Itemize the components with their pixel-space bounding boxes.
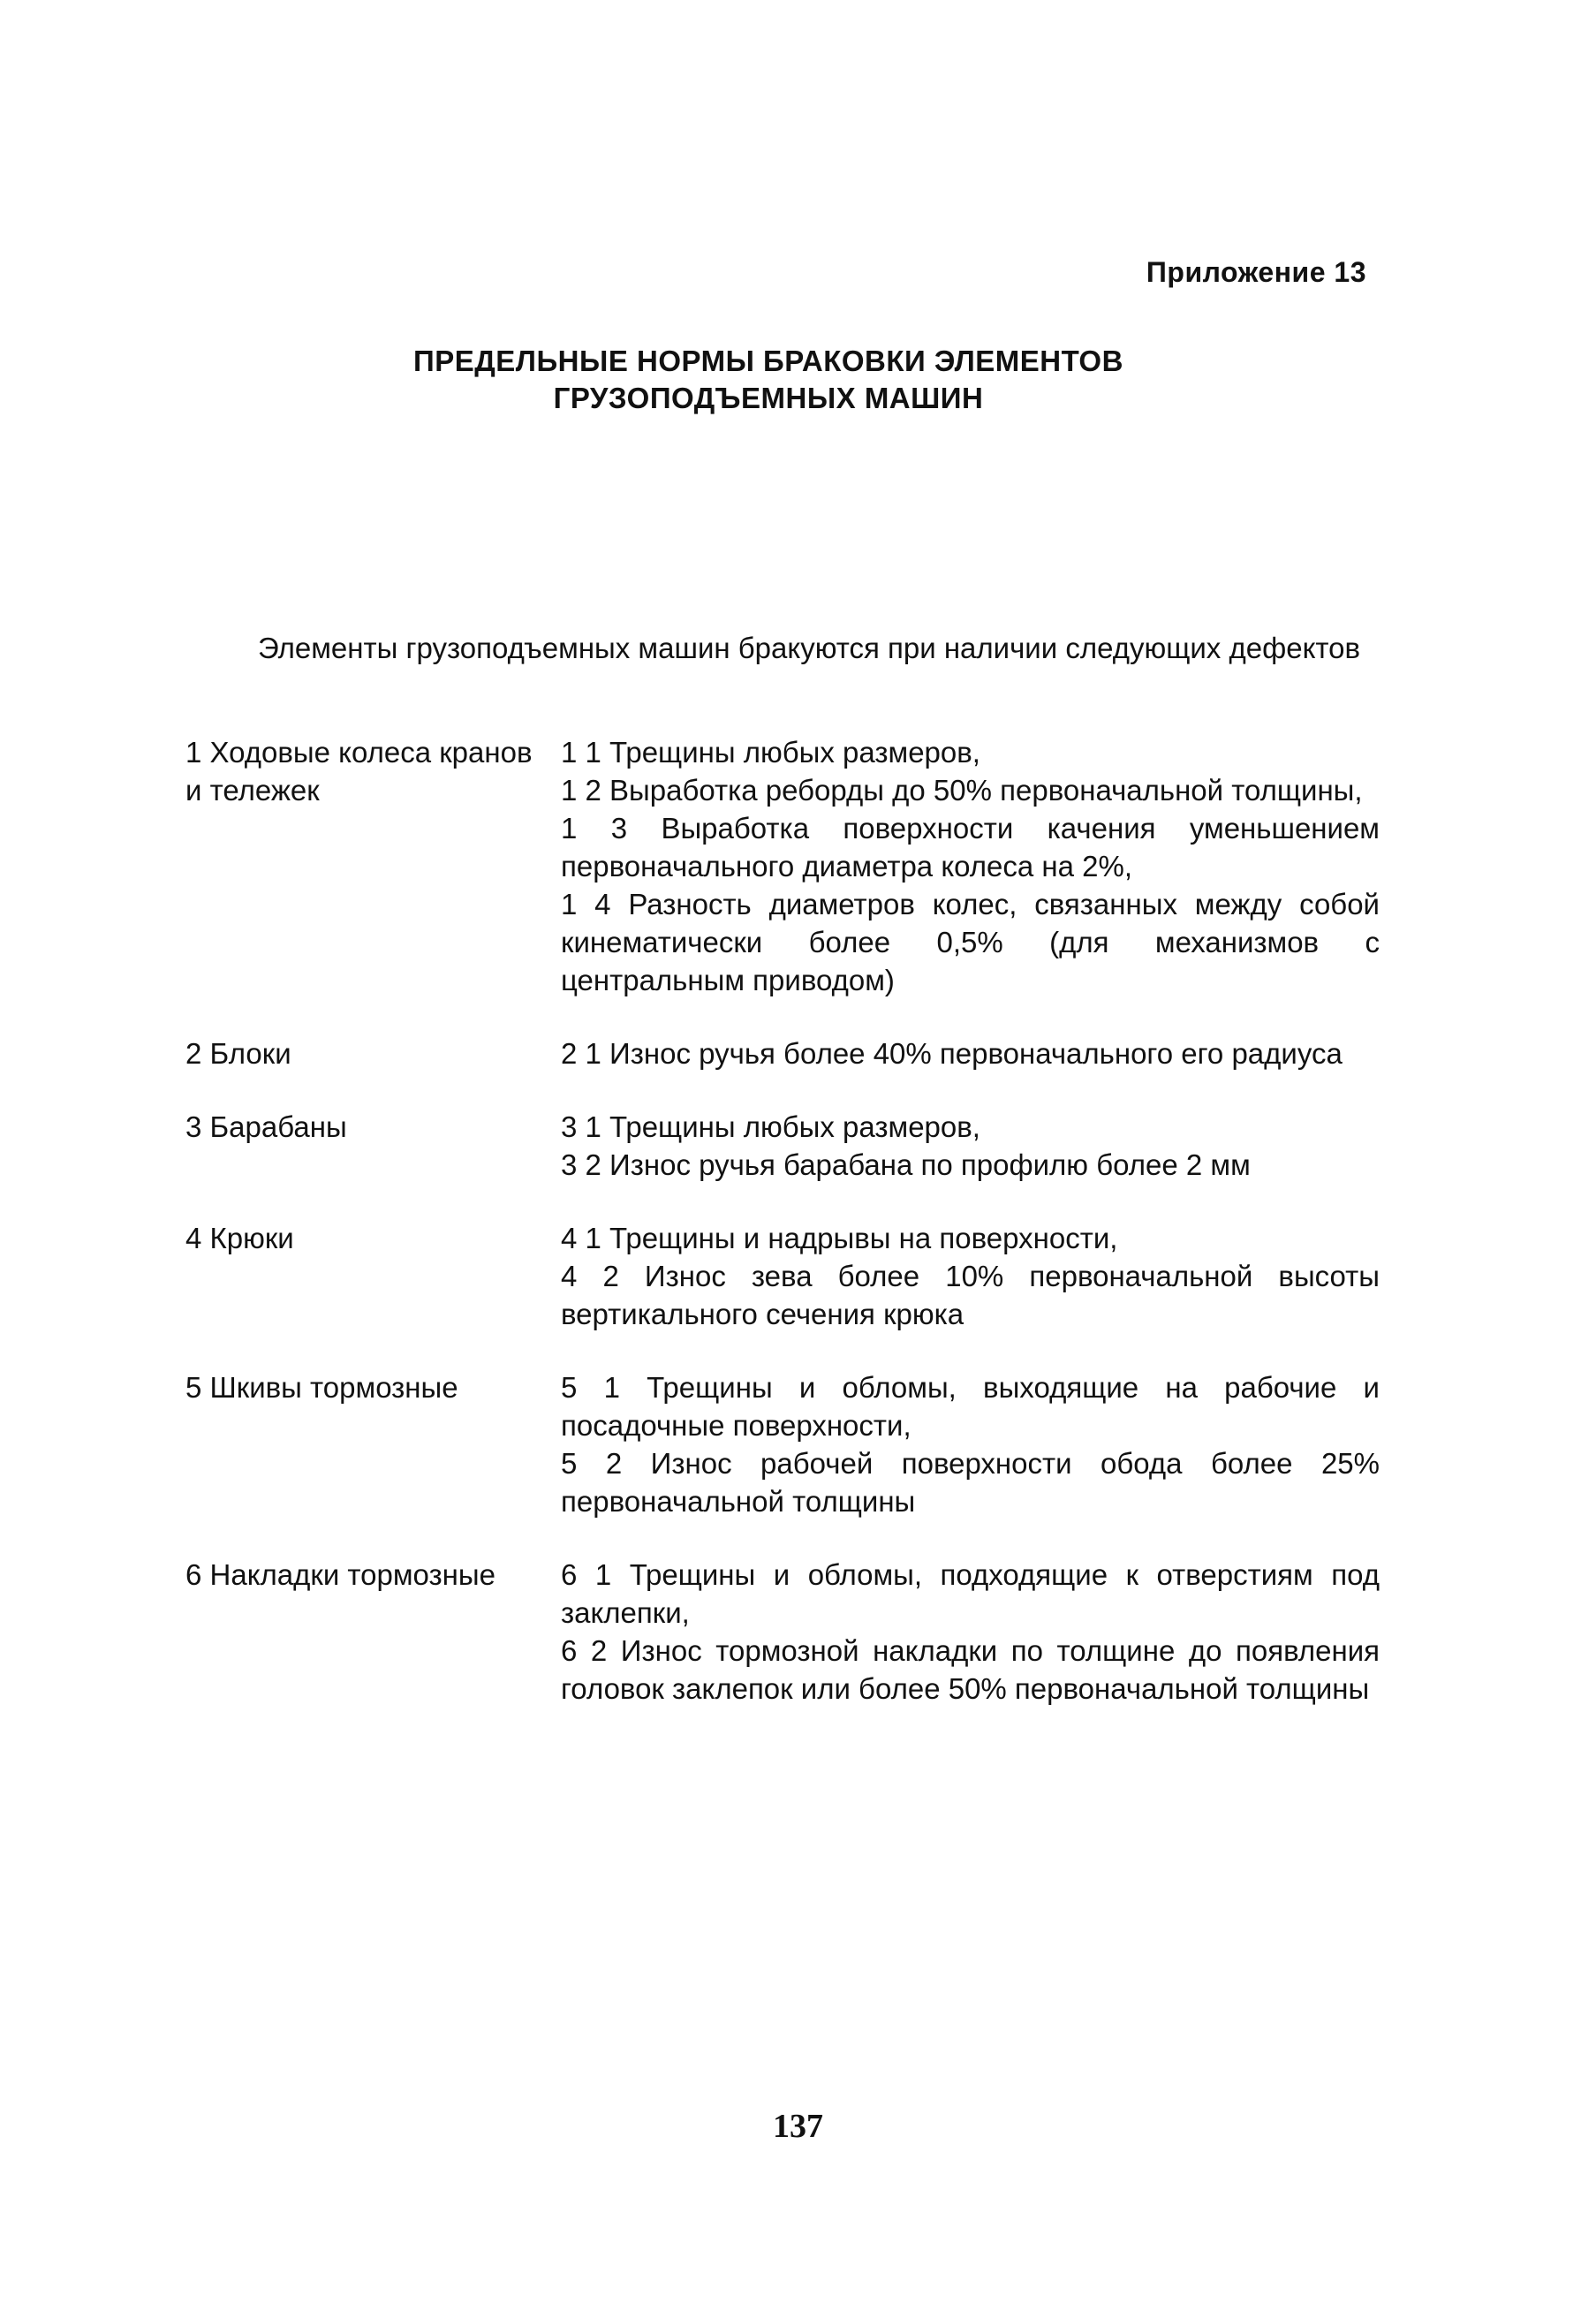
defect-row bbox=[185, 733, 1380, 999]
element-name: 1 Ходовые колеса кранов и тележек bbox=[185, 736, 533, 807]
element-name: 2 Блоки bbox=[185, 1037, 291, 1070]
defect-item: 4 1 Трещины и надрывы на поверхности, bbox=[561, 1222, 1118, 1254]
defect-item: 6 1 Трещины и обломы, подходящие к отверстиям под заклепки, bbox=[561, 1558, 1380, 1629]
element-name: 5 Шкивы тормозные bbox=[185, 1371, 458, 1404]
defect-item: 1 2 Выработка реборды до 50% первоначальной толщины, bbox=[561, 774, 1363, 807]
defect-item: 5 1 Трещины и обломы, выходящие на рабочие и посадочные поверхности, bbox=[561, 1371, 1380, 1442]
defect-items bbox=[561, 1368, 1380, 1520]
defect-item: 1 4 Разность диаметров колес, связанных между собой кинематически более 0,5% (для механизмов с центральным приводом) bbox=[561, 888, 1380, 996]
defect-items bbox=[561, 1556, 1380, 1708]
defect-items bbox=[561, 1108, 1380, 1184]
defect-row bbox=[185, 1368, 1380, 1520]
defect-items bbox=[561, 1034, 1380, 1072]
element-name: 6 Накладки тормозные bbox=[185, 1558, 495, 1591]
defect-row bbox=[185, 1219, 1380, 1333]
title-line-2: ГРУЗОПОДЪЕМНЫХ МАШИН bbox=[553, 382, 984, 414]
page-title bbox=[194, 343, 1343, 417]
defect-items bbox=[561, 733, 1380, 999]
defect-row bbox=[185, 1034, 1380, 1072]
page-number: 137 bbox=[773, 2108, 823, 2145]
defects-list bbox=[185, 733, 1380, 1743]
defect-items bbox=[561, 1219, 1380, 1333]
defect-row bbox=[185, 1108, 1380, 1184]
defect-item: 6 2 Износ тормозной накладки по толщине до появления головок заклепок или более 50% первоначальной толщины bbox=[561, 1634, 1380, 1705]
defect-item: 5 2 Износ рабочей поверхности обода более 25% первоначальной толщины bbox=[561, 1447, 1380, 1518]
defect-item: 4 2 Износ зева более 10% первоначальной высоты вертикального сечения крюка bbox=[561, 1260, 1380, 1330]
element-name: 4 Крюки bbox=[185, 1222, 294, 1254]
defect-item: 2 1 Износ ручья более 40% первоначального его радиуса bbox=[561, 1037, 1343, 1070]
defect-item: 3 2 Износ ручья барабана по профилю более 2 мм bbox=[561, 1148, 1251, 1181]
defect-item: 1 3 Выработка поверхности качения уменьшением первоначального диаметра колеса на 2%, bbox=[561, 812, 1380, 883]
defect-item: 3 1 Трещины любых размеров, bbox=[561, 1110, 980, 1143]
defect-item: 1 1 Трещины любых размеров, bbox=[561, 736, 980, 769]
defect-row bbox=[185, 1556, 1380, 1708]
element-name: 3 Барабаны bbox=[185, 1110, 347, 1143]
appendix-label: Приложение 13 bbox=[1146, 256, 1366, 288]
intro-paragraph: Элементы грузоподъемных машин бракуются при наличии следующих дефектов bbox=[258, 632, 1361, 664]
title-line-1: ПРЕДЕЛЬНЫЕ НОРМЫ БРАКОВКИ ЭЛЕМЕНТОВ bbox=[413, 345, 1123, 377]
